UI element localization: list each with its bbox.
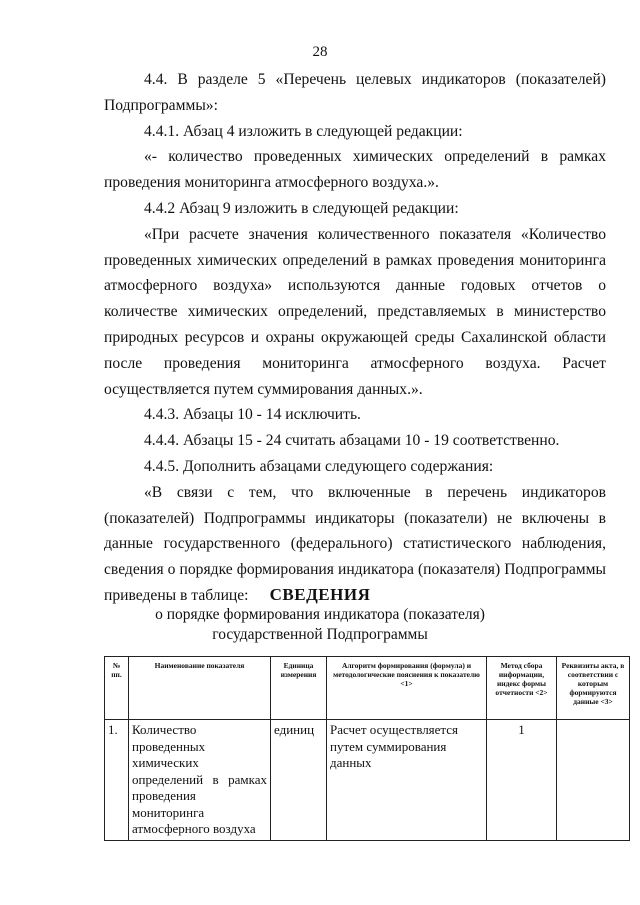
paragraph-4-4-4: 4.4.4. Абзацы 15 - 24 считать абзацами 10 - 19 соответственно. [144, 432, 560, 450]
paragraph-quote-1: «- количество проведенных химических определений в рамках проведения мониторинга атмосферного воздуха.». [104, 148, 606, 192]
heading-title: СВЕДЕНИЯ [269, 585, 371, 604]
cell-method: 1 [487, 720, 557, 841]
cell-requisites [557, 720, 630, 841]
header-num: № пп. [105, 657, 129, 720]
paragraph-quote-2: «При расчете значения количественного показателя «Количество проведенных химических определений в рамках проведения мониторинга атмосферного воздуха» используются данные годовых отчетов о количестве химических определений, представляемых в министерство природных ресурсов и охраны окружающей среды Сахалинской области после проведения мониторинга атмосферного воздуха. Расчет осуществляется путем суммирования данных.». [104, 225, 606, 398]
cell-name-last: атмосферного воздуха [132, 821, 256, 836]
header-name: Наименование показателя [129, 657, 271, 720]
paragraph-4-4-1: 4.4.1. Абзац 4 изложить в следующей редакции: [144, 122, 463, 140]
cell-num: 1. [105, 720, 129, 841]
header-algorithm: Алгоритм формирования (формула) и методологические пояснения к показателю <1> [327, 657, 487, 720]
table-row [105, 720, 630, 841]
paragraph-4-4-3: 4.4.3. Абзацы 10 - 14 исключить. [144, 406, 361, 424]
paragraph-4-4-2: 4.4.2 Абзац 9 изложить в следующей редакции: [144, 199, 459, 217]
body-text [104, 67, 606, 609]
heading-subtitle-1: о порядке формирования индикатора (показателя) [155, 606, 485, 623]
indicator-table [104, 656, 630, 841]
paragraph-quote-3: «В связи с тем, что включенные в перечень индикаторов (показателей) Подпрограммы индикаторы (показатели) не включены в данные государственного (федерального) статистического наблюдения, сведения о порядке формирования индикатора (показателя) Подпрограммы приведены в таблице: [104, 483, 606, 604]
cell-name-text: Количество проведенных химических определений в рамках проведения мониторинга [132, 722, 267, 820]
table-header-row [105, 657, 630, 720]
header-unit: Единица измерения [271, 657, 327, 720]
header-requisites: Реквизиты акта, в соответствии с которым формируются данные <3> [557, 657, 630, 720]
paragraph-4-4: 4.4. В разделе 5 «Перечень целевых индикаторов (показателей) Подпрограммы»: [104, 71, 606, 114]
paragraph-4-4-5: 4.4.5. Дополнить абзацами следующего содержания: [144, 457, 494, 475]
cell-algorithm: Расчет осуществляется путем суммирования данных [327, 720, 487, 841]
cell-unit: единиц [271, 720, 327, 841]
heading-subtitle-2: государственной Подпрограммы [212, 626, 428, 643]
table-heading [0, 585, 640, 645]
cell-name [129, 720, 271, 841]
page-number: 28 [312, 44, 328, 60]
header-method: Метод сбора информации, индекс формы отчетности <2> [487, 657, 557, 720]
